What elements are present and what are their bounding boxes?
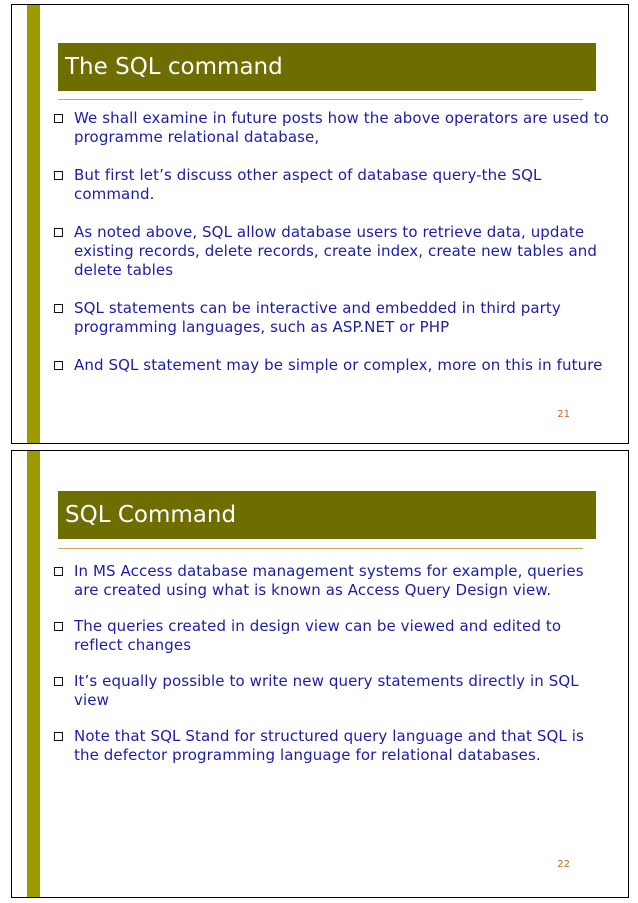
bullet-item: [52, 562, 612, 600]
page-number: 22: [557, 859, 570, 870]
checkbox-bullet-icon: [54, 228, 63, 237]
title-underline: [58, 99, 583, 100]
title-box: [58, 491, 596, 539]
bullet-item: [52, 223, 612, 280]
bullet-text: We shall examine in future posts how the above operators are used to programme relational database,: [74, 109, 610, 146]
checkbox-bullet-icon: [54, 732, 63, 741]
bullet-text: Note that SQL Stand for structured query language and that SQL is the defector programming language for relational databases.: [74, 727, 584, 764]
slide-22: [11, 450, 629, 898]
slide-21: [11, 4, 629, 444]
bullet-list: [52, 109, 612, 375]
bullet-item: [52, 166, 612, 204]
slide-title: SQL Command: [65, 502, 237, 528]
bullet-item: [52, 727, 612, 765]
checkbox-bullet-icon: [54, 304, 63, 313]
bullet-item: [52, 356, 612, 375]
bullet-item: [52, 617, 612, 655]
title-underline: [58, 548, 583, 549]
bullet-text: And SQL statement may be simple or complex, more on this in future: [74, 356, 603, 374]
page-number: 21: [557, 409, 570, 420]
bullet-text: SQL statements can be interactive and embedded in third party programming languages, such as ASP.NET or PHP: [74, 299, 561, 336]
bullet-item: [52, 109, 612, 147]
checkbox-bullet-icon: [54, 171, 63, 180]
title-box: [58, 43, 596, 91]
checkbox-bullet-icon: [54, 114, 63, 123]
bullet-text: In MS Access database management systems for example, queries are created using what is known as Access Query Design view.: [74, 562, 584, 599]
bullet-text: It’s equally possible to write new query statements directly in SQL view: [74, 672, 579, 709]
slide-title: The SQL command: [65, 54, 283, 80]
bullet-item: [52, 672, 612, 710]
checkbox-bullet-icon: [54, 361, 63, 370]
bullet-item: [52, 299, 612, 337]
side-accent-bar: [27, 451, 40, 897]
checkbox-bullet-icon: [54, 677, 63, 686]
bullet-text: The queries created in design view can be viewed and edited to reflect changes: [74, 617, 562, 654]
checkbox-bullet-icon: [54, 622, 63, 631]
checkbox-bullet-icon: [54, 567, 63, 576]
bullet-list: [52, 562, 612, 765]
bullet-text: But first let’s discuss other aspect of database query-the SQL command.: [74, 166, 542, 203]
side-accent-bar: [27, 5, 40, 443]
bullet-text: As noted above, SQL allow database users to retrieve data, update existing records, delete records, create index, create new tables and delete tables: [74, 223, 598, 279]
